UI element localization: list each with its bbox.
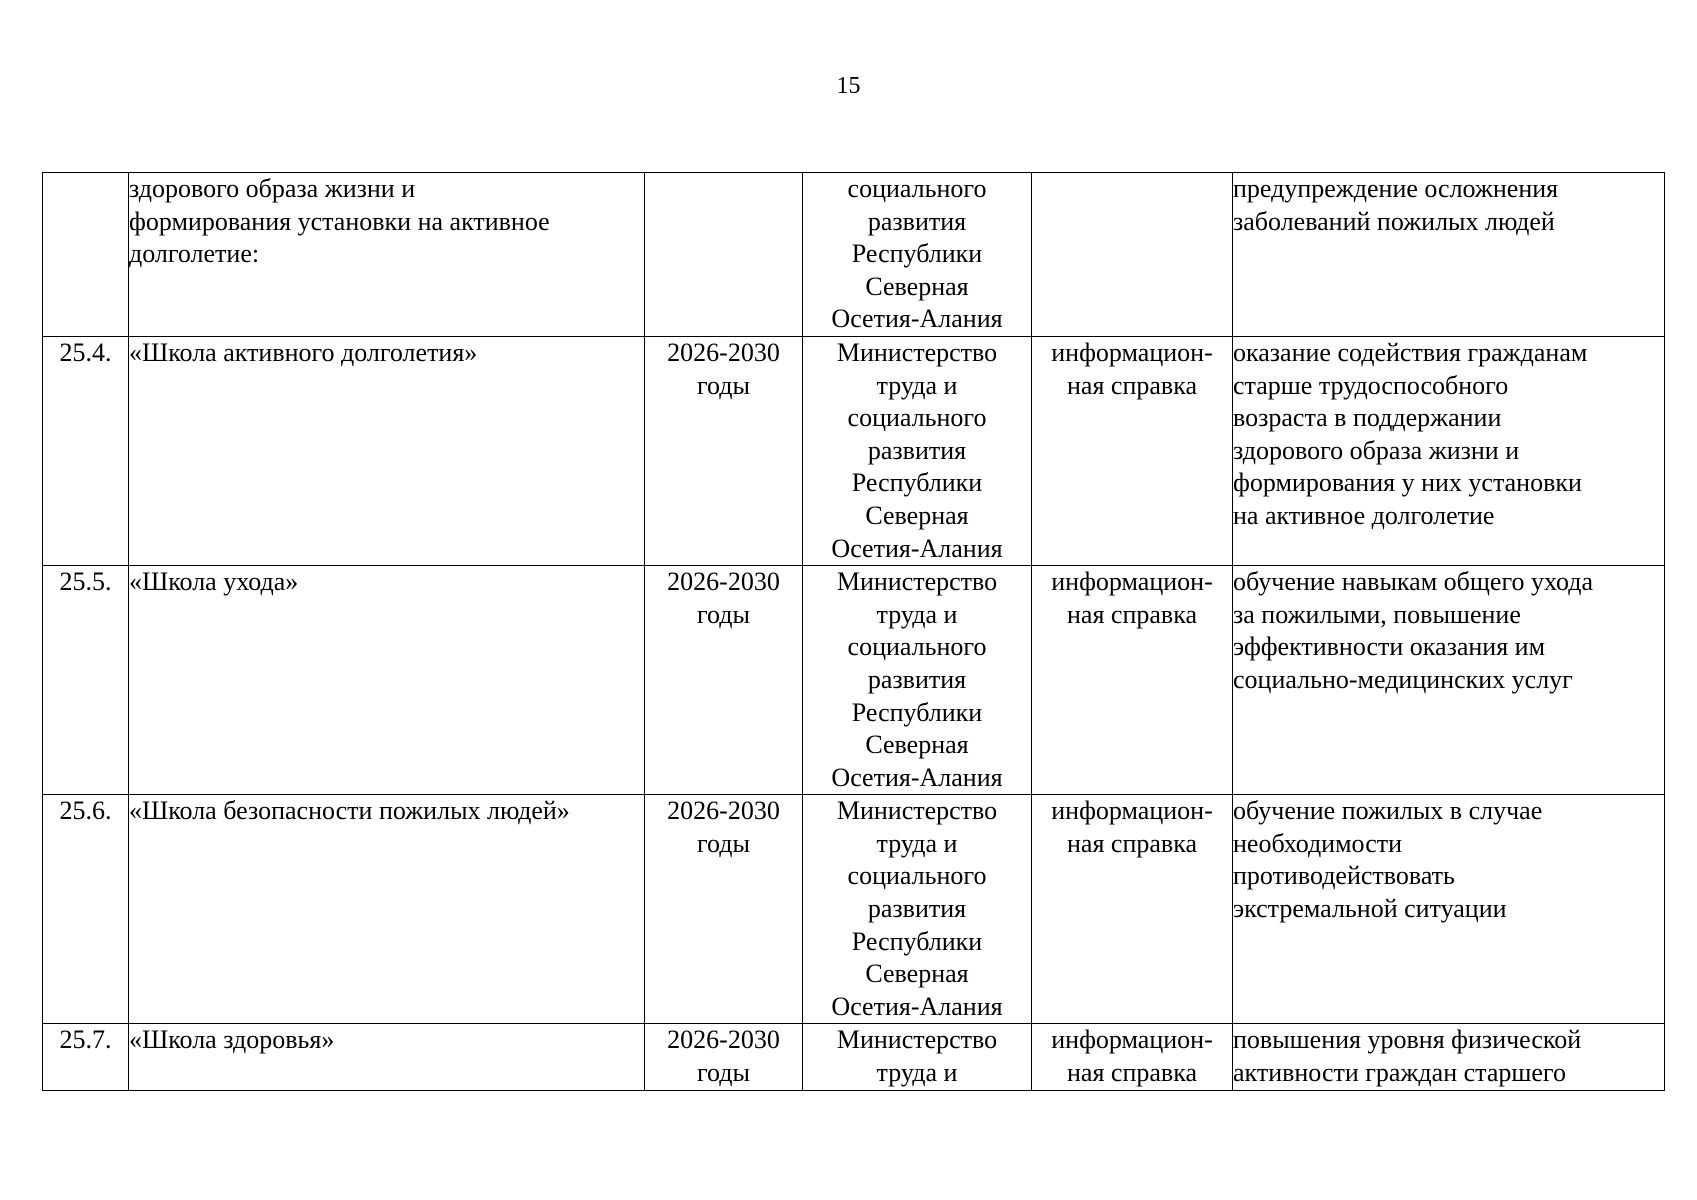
report-form-cell [1032, 173, 1233, 337]
report-form-cell: информацион- ная справка [1032, 336, 1233, 565]
expected-result-cell: обучение пожилых в случае необходимости противодействовать экстремальной ситуации [1233, 795, 1665, 1024]
responsible-cell: социального развития Республики Северная Осетия-Алания [803, 173, 1032, 337]
responsible-cell: Министерство труда и [803, 1024, 1032, 1090]
period-cell: 2026-2030 годы [645, 795, 803, 1024]
table-row [43, 795, 1665, 1024]
period-cell: 2026-2030 годы [645, 566, 803, 795]
item-number-cell: 25.5. [43, 566, 129, 795]
item-number-cell: 25.7. [43, 1024, 129, 1090]
period-cell: 2026-2030 годы [645, 336, 803, 565]
responsible-cell: Министерство труда и социального развития Республики Северная Осетия-Алания [803, 336, 1032, 565]
item-number-cell: 25.4. [43, 336, 129, 565]
report-form-cell: информацион- ная справка [1032, 1024, 1233, 1090]
expected-result-cell: повышения уровня физической активности граждан старшего [1233, 1024, 1665, 1090]
period-cell [645, 173, 803, 337]
table-row [43, 566, 1665, 795]
plan-table [42, 172, 1665, 1091]
expected-result-cell: обучение навыкам общего ухода за пожилыми, повышение эффективности оказания им социально-медицинских услуг [1233, 566, 1665, 795]
responsible-cell: Министерство труда и социального развития Республики Северная Осетия-Алания [803, 566, 1032, 795]
report-form-cell: информацион- ная справка [1032, 566, 1233, 795]
event-name-cell: «Школа здоровья» [129, 1024, 645, 1090]
report-form-cell: информацион- ная справка [1032, 795, 1233, 1024]
expected-result-cell: предупреждение осложнения заболеваний пожилых людей [1233, 173, 1665, 337]
event-name-cell: «Школа активного долголетия» [129, 336, 645, 565]
item-number-cell [43, 173, 129, 337]
table-row [43, 336, 1665, 565]
event-name-cell: «Школа ухода» [129, 566, 645, 795]
expected-result-cell: оказание содействия гражданам старше трудоспособного возраста в поддержании здорового образа жизни и формирования у них установки на активное долголетие [1233, 336, 1665, 565]
event-name-cell: «Школа безопасности пожилых людей» [129, 795, 645, 1024]
event-name-cell: здорового образа жизни и формирования установки на активное долголетие: [129, 173, 645, 337]
responsible-cell: Министерство труда и социального развития Республики Северная Осетия-Алания [803, 795, 1032, 1024]
table-row [43, 1024, 1665, 1090]
table-row [43, 173, 1665, 337]
period-cell: 2026-2030 годы [645, 1024, 803, 1090]
page-number: 15 [836, 73, 861, 99]
item-number-cell: 25.6. [43, 795, 129, 1024]
